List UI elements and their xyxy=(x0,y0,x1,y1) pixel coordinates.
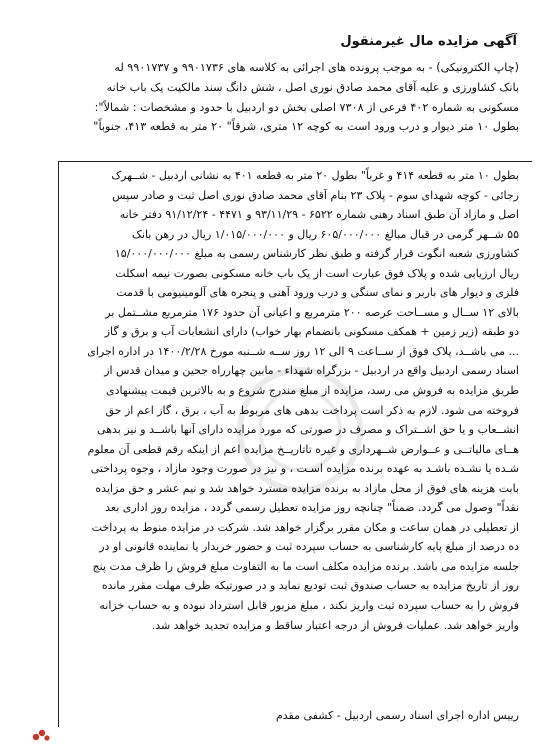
body-line: دو طبقه (زیر زمین + همکف مسکونی بانضمام بهار خواب) دارای انشعابات آب و برق و گاز xyxy=(104,325,519,339)
intro-line: بانک کشاورزی و علیه آقای محمد صادق نوری اصل ، شش دانگ سند مالکیت یک باب خانه xyxy=(106,80,519,94)
body-line: شـده یا نشـده باشـد به عهده برنده مزایده اسـت ، و نیز در صورت وجود مازاد ، وجوه پرداختی xyxy=(90,462,519,476)
notice-title: آگهی مزایده مال غیرمنقول xyxy=(340,34,517,49)
body-line: روز از تاریخ مزایده به حساب صندوق ثبت تودیع نماید و در صورتیکه ظرف مهلت مقرر مانده xyxy=(101,579,519,593)
body-line: واریز خواهد شد. عملیات فروش از درجه اعتبار ساقط و مزایده تجدید خواهد شد. xyxy=(151,618,519,632)
body-line: اصل و مازاد آن طبق اسناد رهنی شماره ۶۵۲۲ - ۹۳/۱۱/۲۹ و ۴۴۷۱ - ۹۱/۱۲/۲۴ دفتر خانه xyxy=(119,208,519,222)
frame-top-rule xyxy=(58,161,532,162)
body-line: فلزی و دیوار های باربر و نمای سنگی و درب ورود آهنی و پنجره های آلومینیومی با قدمت xyxy=(116,286,519,300)
body-line: طریق مزایده به فروش می رسد، مزایده از مبلغ مندرج شروع و به بالاترین قیمت پیشنهادی xyxy=(105,384,519,398)
body-line: ... می باشــد، پلاک فوق از ســاعت ۹ الی ۱۲ روز ســه شــنبه مورخ ۱۴۰۰/۲/۲۸ در اداره اجرای xyxy=(87,344,519,358)
body-line: بابت هزینه های فوق از محل مازاد به برنده مزایده مسترد خواهد شد و نیم عشر و حق مزایده xyxy=(95,481,519,495)
body-line: فروخته می شود. لازم به ذکر است پرداخت بدهی های مربوط به آب ، برق ، گاز اعم از حق xyxy=(105,403,519,417)
body-line: جلسه مزایده می باشد. برنده مزایده مکلف است ما به التفاوت مبلغ فروش را ظرف مدت پنج xyxy=(92,559,519,573)
notice-signature: رییس اداره اجرای اسناد رسمی اردبیل - کشفی مقدم xyxy=(275,709,519,722)
body-line: انشــعاب و یا حق اشــتراک و مصرف در صورتی که مورد مزایده دارای آنها باشــد و نیز بدهی xyxy=(97,423,519,437)
notice-intro xyxy=(22,58,519,137)
publisher-logo-icon xyxy=(32,728,50,742)
body-line: نقداً" وصول می گردد. ضمناً" چنانچه روز مزایده تعطیل رسمی گردد ، مزایده روز اداری بعد xyxy=(105,501,519,515)
body-line: رجائی - کوچه شهدای سوم - پلاک ۲۳ بنام آقای محمد صادق نوری اصل ثبت و صادر سپس xyxy=(112,188,519,202)
intro-line: (چاپ الکترونیکی) - به موجب پرونده های اجرائی به کلاسه های ۹۹۰۱۷۳۶ و ۹۹۰۱۷۳۷ له xyxy=(114,61,519,74)
body-line: هــای مالیاتــی و عــوارض شــهرداری و غیره تاتاریــخ مزایده اعم از اینکه رقم قطعی آن معلوم xyxy=(87,442,519,456)
notice-body xyxy=(66,166,519,635)
frame-left-rule xyxy=(58,161,59,727)
body-line: بطول ۱۰ متر به قطعه ۴۱۴ و غرباً" بطول ۲۰ متر به قطعه ۴۰۱ به نشانی اردبیل - شــهرک xyxy=(111,169,519,182)
body-line: کشاورزی شعبه انگوت قرار گرفته و طبق نظر کارشناس رسمی به مبلغ ۱۵/۰۰۰/۰۰۰/۰۰۰ xyxy=(114,247,519,261)
body-line: ریال ارزیابی شده و پلاک فوق عبارت است از یک باب خانه مسکونی بصورت نیمه اسکلت xyxy=(115,266,519,280)
body-line: اسناد رسمی اردبیل واقع در اردبیل - بزرگراه شهداء - مابین چهارراه جحین و میدان قدس از xyxy=(104,364,519,378)
body-line: ده درصد از مبلغ پایه کارشناسی به حساب سپرده ثبت و حضور خریدار یا نماینده قانونی او در xyxy=(99,540,519,554)
body-line: ۵۵ شــهر گرمی در قبال مبالغ ۶۰۵/۰۰۰/۰۰۰ ریال و ۱/۰۱۵/۰۰۰/۰۰۰ ریال در رهن بانک xyxy=(132,227,519,241)
body-line: از تعطیلی در همان ساعت و مکان مقرر برگزار خواهد شد. شرکت در مزایده منوط به پرداخت xyxy=(91,520,519,534)
body-line: بالای ۱۲ ســال و مســاحت عرصه ۲۰۰ مترمربع و اعیانی آن حدود ۱۷۶ مترمربع مشــتمل بر xyxy=(105,305,519,319)
intro-line: بطول ۱۰ متر دیوار و درب ورود است به کوچه ۱۲ متری، شرقاً" ۲۰ متر به قطعه ۴۱۳، جنوباً" xyxy=(93,120,519,134)
body-line: فروش را به حساب سپرده ثبت واریز نکند ، مبلغ مزبور قابل استرداد نبوده و به حساب خزانه xyxy=(99,599,519,613)
intro-line: مسکونی به شماره ۴۰۲ فرعی از ۷۳۰۸ اصلی بخش دو اردبیل با حدود و مشخصات : شمالاً": xyxy=(94,100,519,114)
